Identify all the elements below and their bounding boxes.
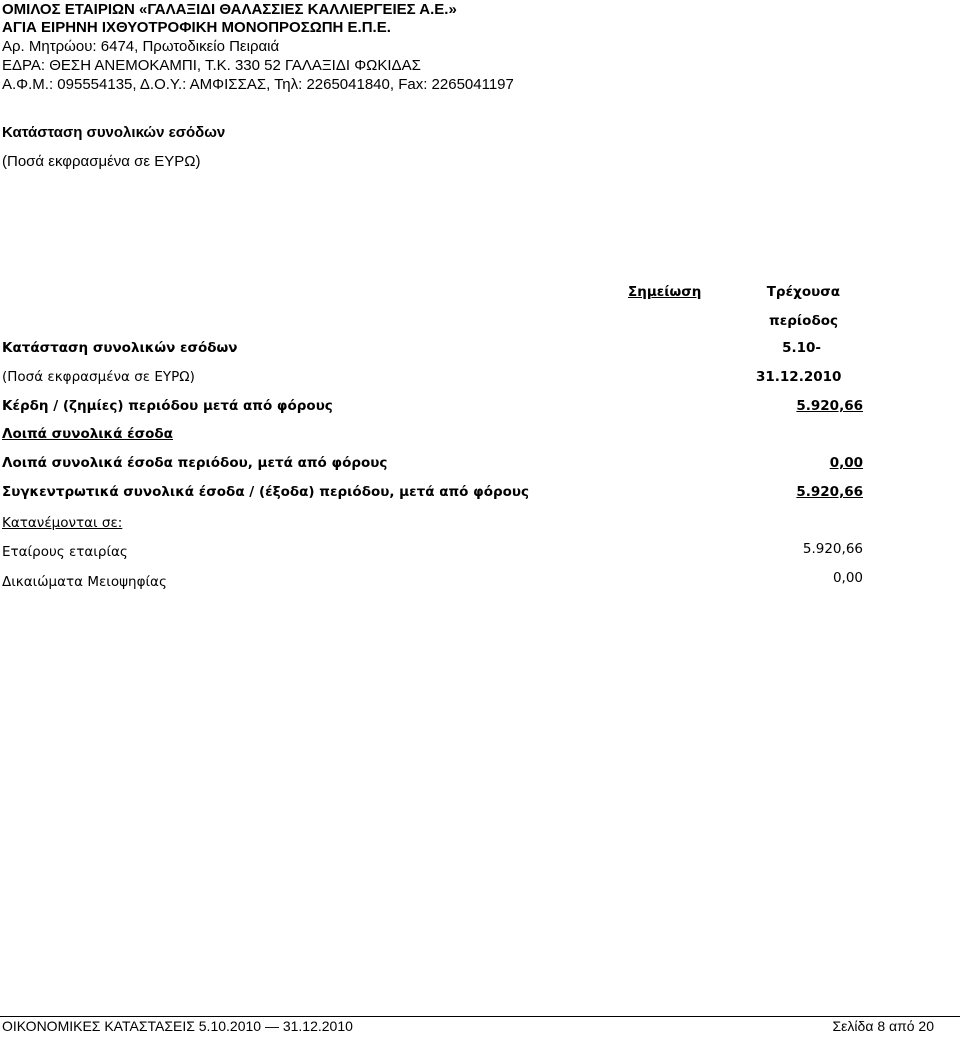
- page-number: Σελίδα 8 από 20: [832, 1018, 934, 1034]
- address-info: ΕΔΡΑ: ΘΕΣΗ ΑΝΕΜΟΚΑΜΠΙ, Τ.Κ. 330 52 ΓΑΛΑΞΙΔΙ ΦΩΚΙΔΑΣ: [2, 57, 421, 74]
- company-name: ΟΜΙΛΟΣ ΕΤΑΙΡΙΩΝ «ΓΑΛΑΞΙΔΙ ΘΑΛΑΣΣΙΕΣ ΚΑΛΛΙΕΡΓΕΙΕΣ Α.Ε.»: [2, 1, 457, 18]
- footer-title: ΟΙΚΟΝΟΜΙΚΕΣ ΚΑΤΑΣΤΑΣΕΙΣ 5.10.2010 — 31.12.2010: [2, 1018, 353, 1034]
- owners-label: Εταίρους εταιρίας: [2, 544, 128, 560]
- registry-info: Αρ. Μητρώου: 6474, Πρωτοδικείο Πειραιά: [2, 38, 280, 55]
- statement-title: Κατάσταση συνολικών εσόδων: [2, 124, 226, 141]
- statement-subtitle: (Ποσά εκφρασμένα σε ΕΥΡΩ): [2, 153, 201, 170]
- tax-contact-info: Α.Φ.Μ.: 095554135, Δ.Ο.Υ.: ΑΜΦΙΣΣΑΣ, Τηλ: 2265041840, Fax: 2265041197: [2, 76, 514, 93]
- owners-value: 5.920,66: [802, 541, 863, 557]
- column-header-note: Σημείωση: [628, 284, 702, 300]
- allocation-heading: Κατανέμονται σε:: [2, 515, 123, 531]
- column-header-period-line1: Τρέχουσα: [766, 284, 840, 300]
- subsidiary-name: ΑΓΙΑ ΕΙΡΗΝΗ ΙΧΘΥΟΤΡΟΦΙΚΗ ΜΟΝΟΠΡΟΣΩΠΗ Ε.Π.Ε.: [2, 19, 391, 36]
- column-header-period-line2: περίοδος: [769, 313, 838, 329]
- profit-label: Κέρδη / (ζημίες) περιόδου μετά από φόρους: [2, 398, 333, 414]
- page-footer: [0, 1016, 960, 1037]
- period-end: 31.12.2010: [756, 369, 842, 385]
- minority-value: 0,00: [832, 570, 863, 586]
- minority-label: Δικαιώματα Μειοψηφίας: [2, 574, 167, 590]
- table-subtitle: (Ποσά εκφρασμένα σε ΕΥΡΩ): [2, 369, 195, 385]
- table-title: Κατάσταση συνολικών εσόδων: [2, 340, 238, 356]
- period-start: 5.10-: [782, 340, 821, 356]
- oci-heading: Λοιπά συνολικά έσοδα: [2, 426, 173, 442]
- total-label: Συγκεντρωτικά συνολικά έσοδα / (έξοδα) περιόδου, μετά από φόρους: [2, 484, 530, 500]
- total-value: 5.920,66: [796, 484, 863, 500]
- oci-value: 0,00: [829, 455, 863, 471]
- profit-value: 5.920,66: [796, 398, 863, 414]
- oci-label: Λοιπά συνολικά έσοδα περιόδου, μετά από φόρους: [2, 455, 388, 471]
